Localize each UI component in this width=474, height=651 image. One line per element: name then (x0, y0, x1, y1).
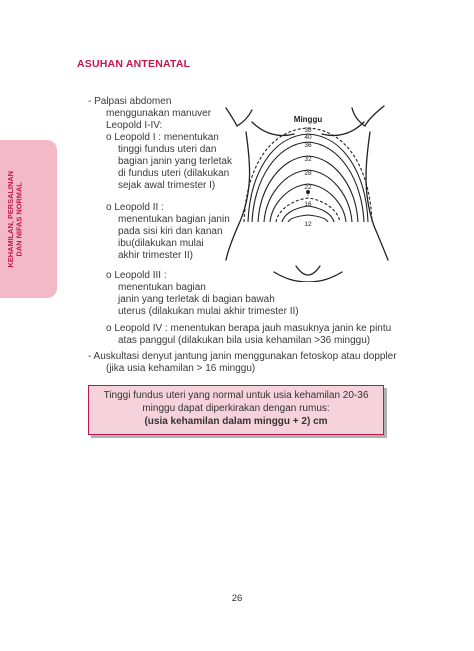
formula-box (88, 385, 384, 435)
formula-text: (usia kehamilan dalam minggu + 2) cm (144, 416, 328, 427)
text-line: sejak awal trimester I) (118, 180, 216, 191)
left-shoulder-outline (226, 108, 252, 126)
week-label: 28 (304, 170, 312, 177)
week-label: 38 (304, 127, 312, 134)
contour-36 (252, 142, 364, 222)
text-line: di fundus uteri (dilakukan (118, 168, 230, 179)
text-line: bagian janin yang terletak (118, 156, 232, 167)
text-line: atas panggul (dilakukan bila usia kehamilan >36 minggu) (118, 335, 371, 346)
formula-line1: Tinggi fundus uteri yang normal untuk usia kehamilan 20-36 (103, 390, 369, 401)
text-line: - Palpasi abdomen (88, 96, 172, 107)
diagram-title: Minggu (293, 115, 323, 124)
fundal-height-diagram (224, 100, 392, 282)
text-line: menentukan bagian (118, 282, 206, 293)
week-label: 12 (304, 221, 312, 228)
text-line: o Leopold II : (106, 202, 164, 213)
text-line: Leopold I-IV: (106, 120, 163, 131)
week-label: 22 (304, 184, 312, 191)
text-line: janin yang terletak di bagian bawah (118, 294, 275, 305)
week-label: 40 (304, 134, 312, 141)
text-line: (jika usia kehamilan > 16 minggu) (106, 363, 256, 374)
left-torso-outline (226, 132, 250, 260)
chapter-side-tab (0, 140, 57, 298)
right-rib-line (322, 122, 364, 136)
formula-line2: minggu dapat diperkirakan dengan rumus: (142, 403, 330, 414)
text-line: pada sisi kiri dan kanan (118, 226, 223, 237)
text-line: o Leopold IV : menentukan berapa jauh masuknya janin ke pintu (106, 323, 392, 334)
week-label: 32 (304, 156, 312, 163)
text-line: o Leopold I : menentukan (106, 132, 219, 143)
text-line: o Leopold III : (106, 270, 167, 281)
chapter-side-line2: DAN NIFAS NORMAL (15, 181, 24, 257)
left-rib-line (252, 122, 294, 136)
text-line: akhir trimester II) (118, 250, 194, 261)
chapter-side-line1: KEHAMILAN, PERSALINAN (6, 170, 16, 268)
pubic-detail (296, 266, 320, 275)
text-line: tinggi fundus uteri dan (118, 144, 217, 155)
text-line: menentukan bagian janin (118, 214, 230, 225)
week-label: 36 (304, 142, 312, 149)
right-torso-outline (366, 132, 388, 260)
text-line: menggunakan manuver (106, 108, 212, 119)
week-label: f (307, 192, 309, 198)
week-label: 16 (304, 201, 312, 208)
text-line: - Auskultasi denyut jantung janin menggunakan fetoskop atau doppler (88, 351, 397, 362)
chapter-side-label (7, 171, 24, 268)
right-shoulder-outline (352, 106, 384, 126)
page-number: 26 (231, 593, 243, 604)
text-line: ibu(dilakukan mulai (118, 238, 204, 249)
text-line: uterus (dilakukan mulai akhir trimester II) (118, 306, 299, 317)
section-header: ASUHAN ANTENATAL (77, 58, 191, 70)
pubic-outline (274, 272, 342, 282)
